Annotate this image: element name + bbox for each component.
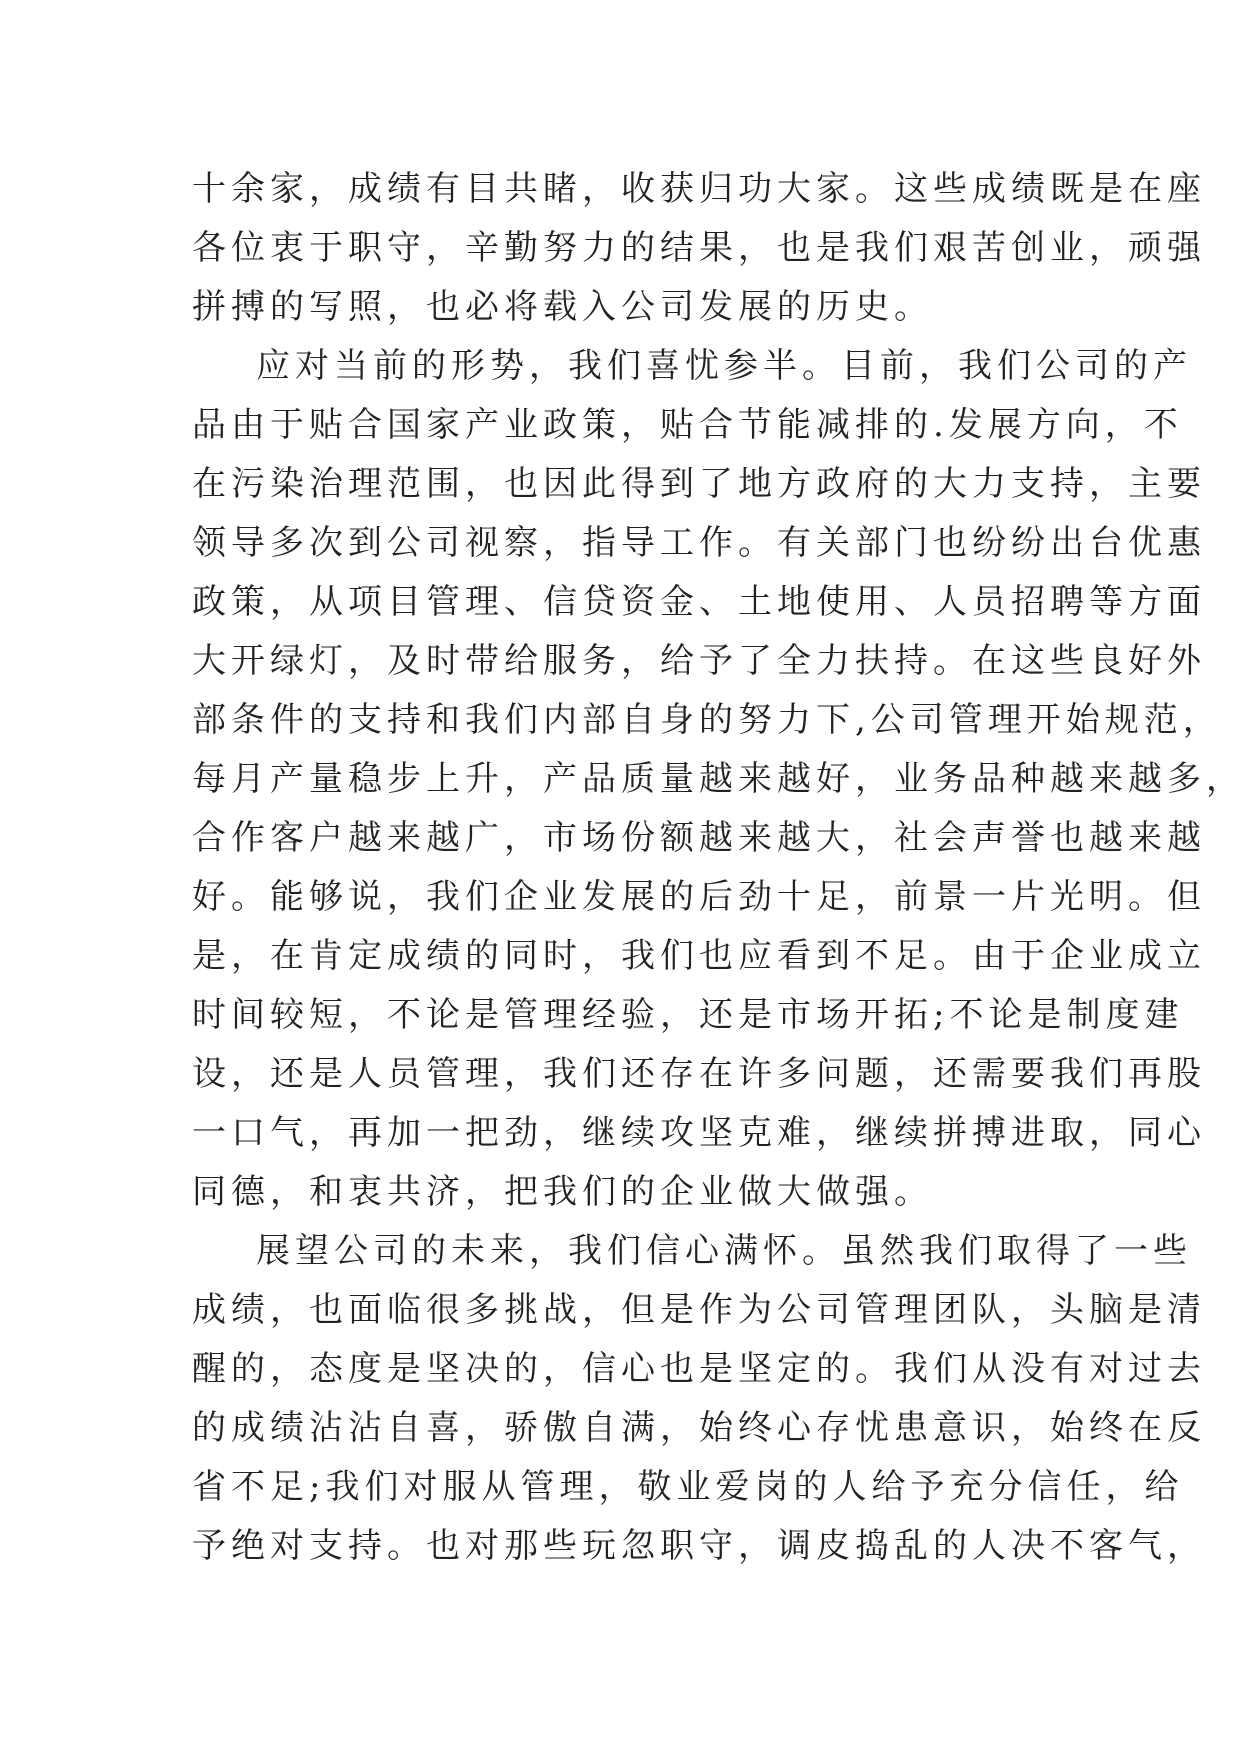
text-line: 醒的，态度是坚决的，信心也是坚定的。我们从没有对过去 [192, 1349, 1206, 1389]
text-line: 在污染治理范围，也因此得到了地方政府的大力支持，主要 [192, 464, 1206, 504]
text-line: 应对当前的形势，我们喜忧参半。目前，我们公司的产 [256, 346, 1192, 386]
text-line: 每月产量稳步上升，产品质量越来越好，业务品种越来越多， [192, 759, 1245, 799]
paragraph-2 [192, 337, 1245, 1222]
text-line: 省不足;我们对服从管理，敬业爱岗的人给予充分信任，给 [192, 1467, 1184, 1507]
text-line: 各位衷于职守，辛勤努力的结果，也是我们艰苦创业，顽强 [192, 228, 1206, 268]
text-line: 予绝对支持。也对那些玩忽职守，调皮捣乱的人决不客气， [192, 1526, 1206, 1566]
text-line: 成绩，也面临很多挑战，但是作为公司管理团队，头脑是清 [192, 1290, 1206, 1330]
text-line: 的成绩沾沾自喜，骄傲自满，始终心存忧患意识，始终在反 [192, 1408, 1206, 1448]
text-line: 合作客户越来越广，市场份额越来越大，社会声誉也越来越 [192, 818, 1206, 858]
text-line: 好。能够说，我们企业发展的后劲十足，前景一片光明。但 [192, 877, 1206, 917]
text-line: 展望公司的未来，我们信心满怀。虽然我们取得了一些 [256, 1231, 1192, 1271]
text-line: 部条件的支持和我们内部自身的努力下,公司管理开始规范， [192, 700, 1222, 740]
text-line: 同德，和衷共济，把我们的企业做大做强。 [192, 1172, 933, 1212]
text-line: 一口气，再加一把劲，继续攻坚克难，继续拼搏进取，同心 [192, 1113, 1206, 1153]
text-line: 十余家，成绩有目共睹，收获归功大家。这些成绩既是在座 [192, 169, 1206, 209]
document-body [192, 160, 1245, 1576]
text-line: 拼搏的写照，也必将载入公司发展的历史。 [192, 287, 933, 327]
text-line: 大开绿灯，及时带给服务，给予了全力扶持。在这些良好外 [192, 641, 1206, 681]
text-line: 领导多次到公司视察，指导工作。有关部门也纷纷出台优惠 [192, 523, 1206, 563]
text-line: 政策，从项目管理、信贷资金、土地使用、人员招聘等方面 [192, 582, 1206, 622]
text-line: 是，在肯定成绩的同时，我们也应看到不足。由于企业成立 [192, 936, 1206, 976]
paragraph-1 [192, 160, 1206, 337]
text-line: 品由于贴合国家产业政策，贴合节能减排的.发展方向，不 [192, 405, 1183, 445]
paragraph-3 [192, 1222, 1206, 1576]
text-line: 时间较短，不论是管理经验，还是市场开拓;不论是制度建 [192, 995, 1184, 1035]
text-line: 设，还是人员管理，我们还存在许多问题，还需要我们再股 [192, 1054, 1206, 1094]
